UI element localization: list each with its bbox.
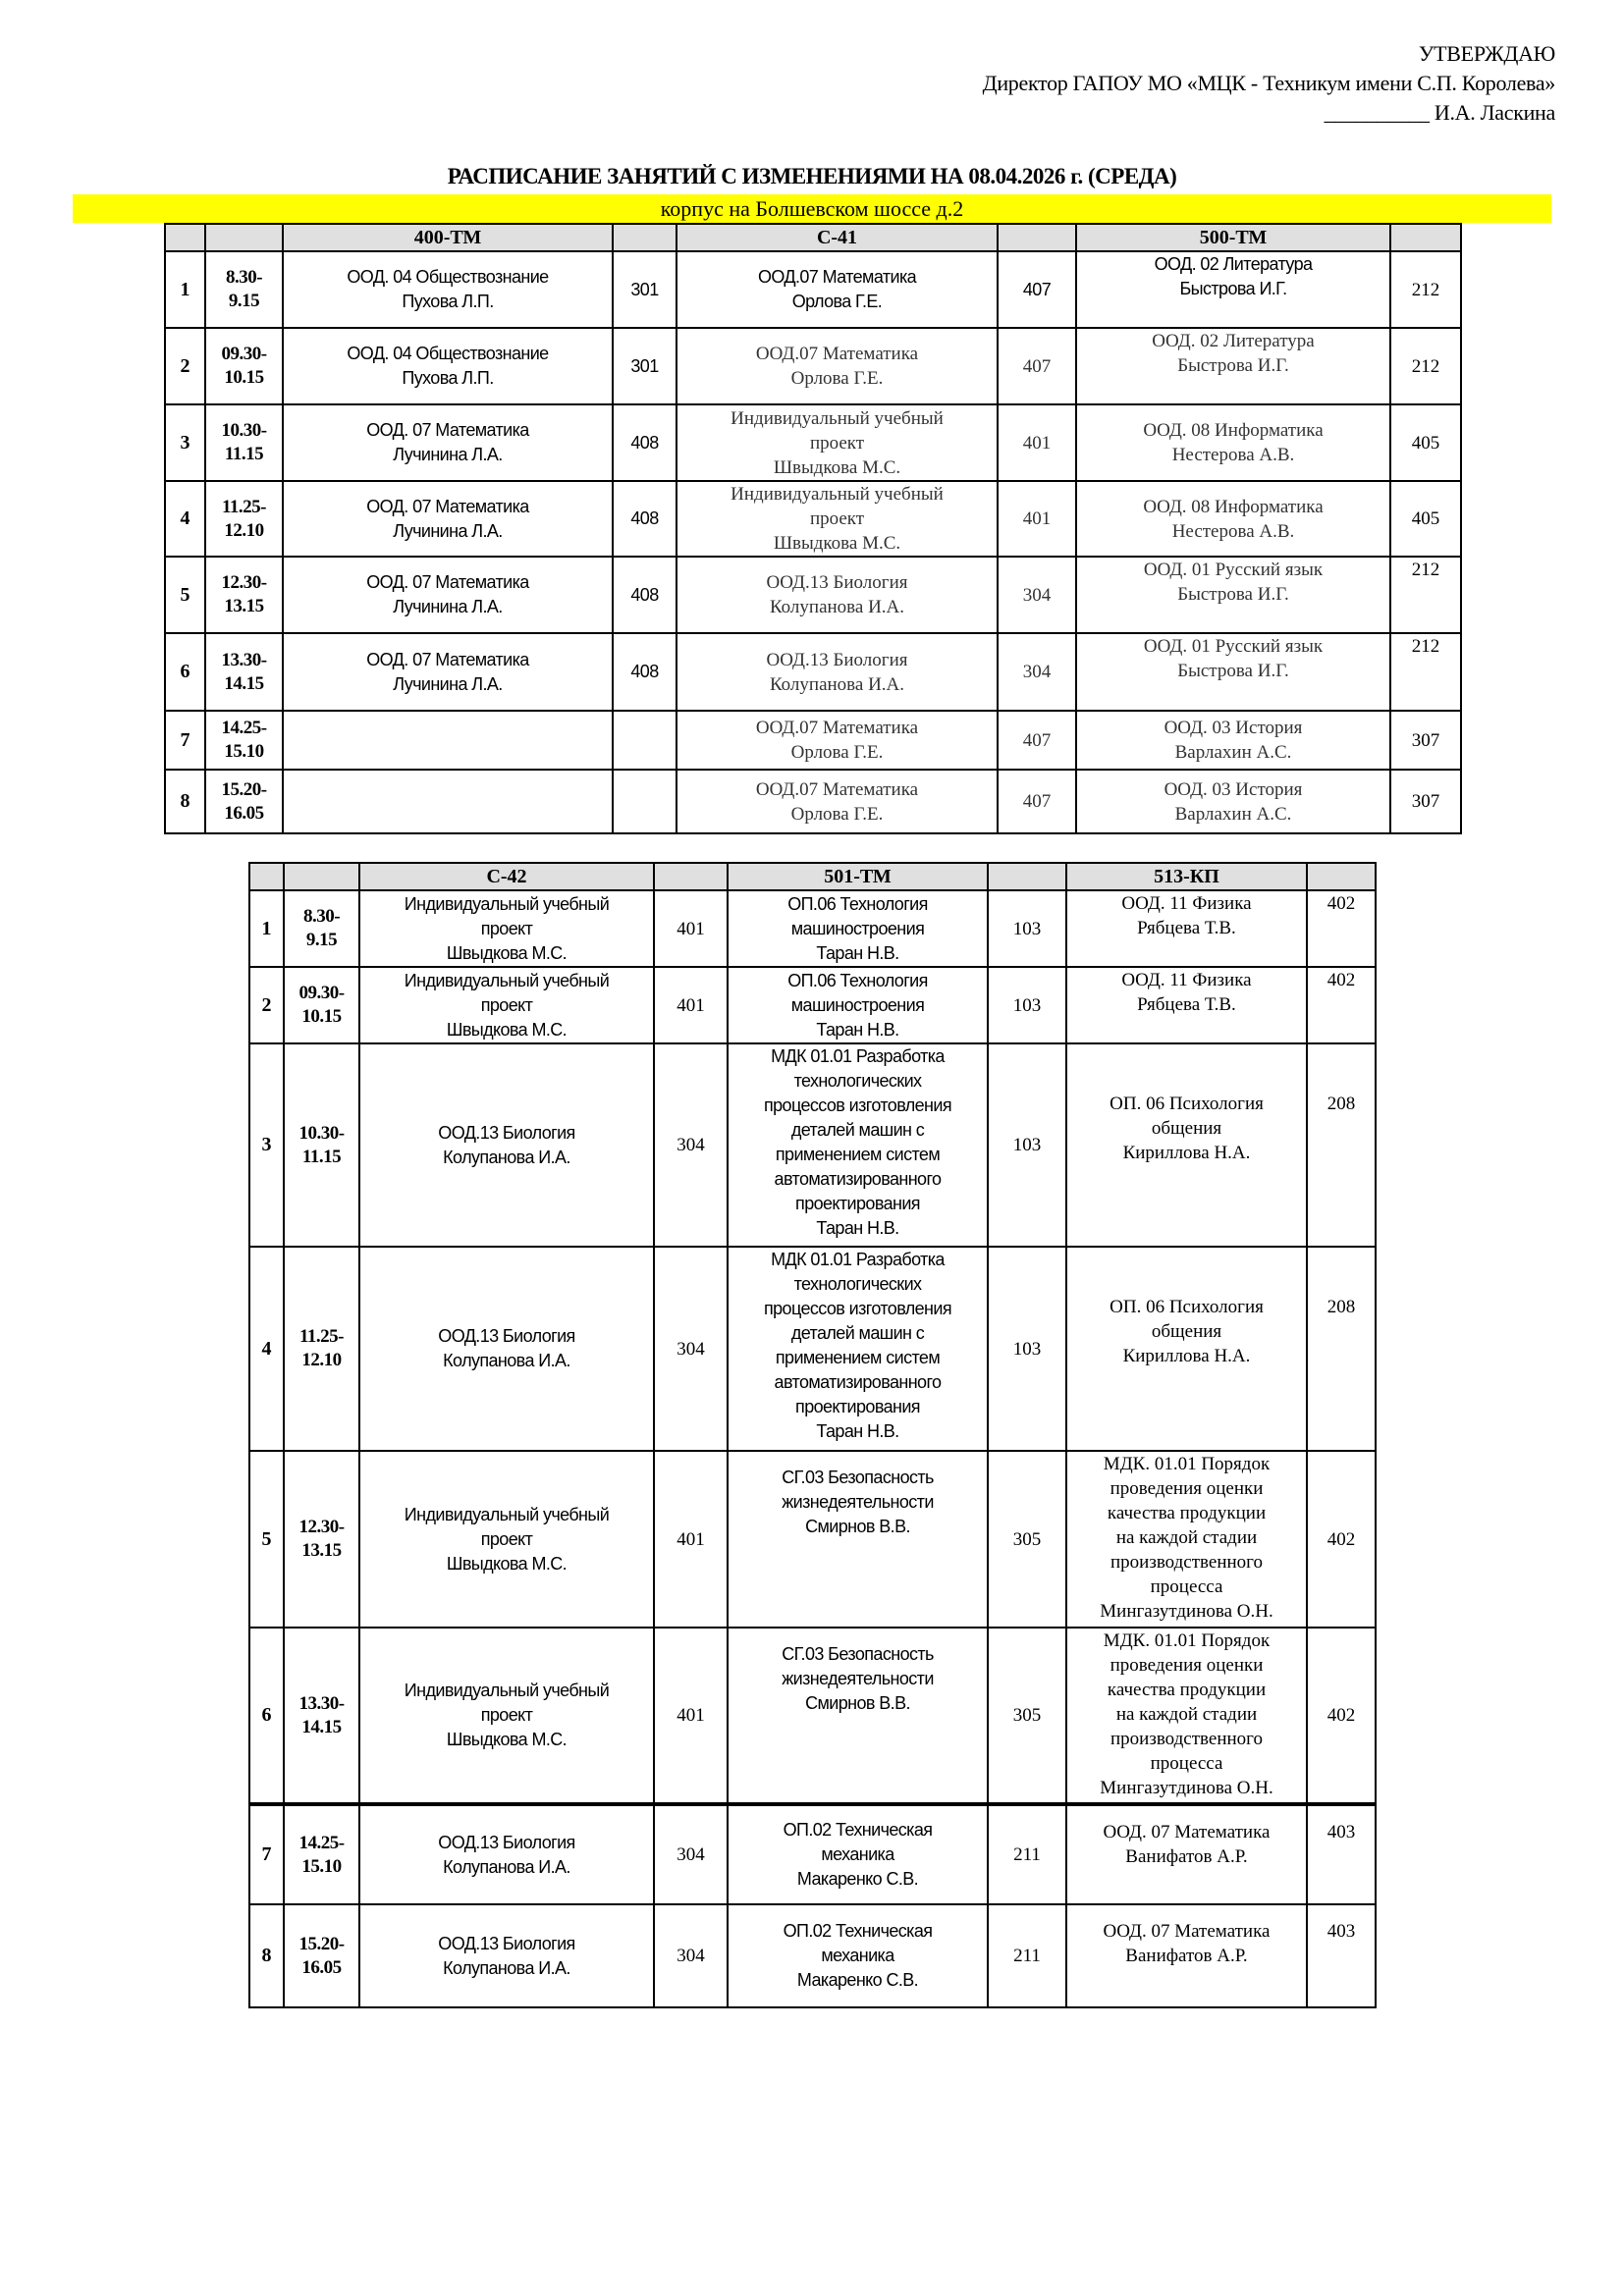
room-cell: 212 bbox=[1390, 328, 1461, 404]
room-cell: 103 bbox=[988, 1043, 1066, 1247]
header-time bbox=[284, 863, 359, 890]
room-cell: 401 bbox=[654, 967, 728, 1043]
header-room bbox=[1390, 224, 1461, 251]
subject-cell: ООД. 11 Физика Рябцева Т.В. bbox=[1066, 890, 1307, 967]
schedule-table-2 bbox=[248, 862, 1377, 2008]
header-group: С-42 bbox=[359, 863, 654, 890]
room-cell: 304 bbox=[654, 1247, 728, 1451]
lesson-number: 4 bbox=[165, 481, 205, 557]
room-cell bbox=[613, 770, 677, 833]
lesson-number: 5 bbox=[249, 1451, 284, 1628]
header-group: 501-ТМ bbox=[728, 863, 988, 890]
lesson-number: 6 bbox=[165, 633, 205, 711]
room-cell: 408 bbox=[613, 481, 677, 557]
subject-cell: СГ.03 Безопасность жизнедеятельности Смирнов В.В. bbox=[728, 1628, 988, 1804]
subject-cell: ОП.02 Техническая механика Макаренко С.В. bbox=[728, 1904, 988, 2007]
header-room bbox=[988, 863, 1066, 890]
subject-cell: Индивидуальный учебный проект Швыдкова М.С. bbox=[359, 967, 654, 1043]
subject-cell: ООД.07 Математика Орлова Г.Е. bbox=[677, 328, 998, 404]
room-cell: 401 bbox=[654, 890, 728, 967]
subject-cell bbox=[283, 770, 613, 833]
room-cell: 304 bbox=[654, 1043, 728, 1247]
room-cell: 305 bbox=[988, 1628, 1066, 1804]
subject-cell: МДК. 01.01 Порядок проведения оценки качества продукции на каждой стадии производственного процесса Мингазутдинова О.Н. bbox=[1066, 1451, 1307, 1628]
subject-cell: ООД. 08 Информатика Нестерова А.В. bbox=[1076, 481, 1390, 557]
subject-cell: ООД. 07 Математика Ванифатов А.Р. bbox=[1066, 1804, 1307, 1904]
room-cell: 211 bbox=[988, 1904, 1066, 2007]
lesson-number: 6 bbox=[249, 1628, 284, 1804]
lesson-time: 8.30- 9.15 bbox=[284, 890, 359, 967]
room-cell: 212 bbox=[1390, 633, 1461, 711]
subject-cell: ООД.13 Биология Колупанова И.А. bbox=[359, 1043, 654, 1247]
subject-cell: ООД.13 Биология Колупанова И.А. bbox=[677, 557, 998, 633]
room-cell: 211 bbox=[988, 1804, 1066, 1904]
room-cell: 407 bbox=[998, 711, 1076, 770]
room-cell: 403 bbox=[1307, 1904, 1376, 2007]
lesson-time: 14.25- 15.10 bbox=[205, 711, 283, 770]
lesson-time: 15.20- 16.05 bbox=[284, 1904, 359, 2007]
table-row bbox=[165, 481, 1461, 557]
table-row bbox=[165, 633, 1461, 711]
room-cell: 407 bbox=[998, 251, 1076, 328]
lesson-number: 4 bbox=[249, 1247, 284, 1451]
room-cell: 304 bbox=[654, 1804, 728, 1904]
schedule-table-1 bbox=[164, 223, 1462, 834]
room-cell: 402 bbox=[1307, 1451, 1376, 1628]
table-row bbox=[249, 1247, 1376, 1451]
lesson-number: 8 bbox=[249, 1904, 284, 2007]
room-cell: 304 bbox=[654, 1904, 728, 2007]
room-cell: 301 bbox=[613, 328, 677, 404]
header-num bbox=[249, 863, 284, 890]
table-row bbox=[165, 328, 1461, 404]
subject-cell: Индивидуальный учебный проект Швыдкова М.С. bbox=[677, 404, 998, 481]
subject-cell: ООД. 07 Математика Лучинина Л.А. bbox=[283, 404, 613, 481]
lesson-time: 13.30- 14.15 bbox=[205, 633, 283, 711]
table-row bbox=[165, 770, 1461, 833]
subject-cell: ООД. 01 Русский язык Быстрова И.Г. bbox=[1076, 633, 1390, 711]
header-num bbox=[165, 224, 205, 251]
header-group: 500-ТМ bbox=[1076, 224, 1390, 251]
room-cell: 301 bbox=[613, 251, 677, 328]
lesson-number: 3 bbox=[165, 404, 205, 481]
lesson-time: 8.30- 9.15 bbox=[205, 251, 283, 328]
lesson-time: 13.30- 14.15 bbox=[284, 1628, 359, 1804]
subject-cell: ООД.13 Биология Колупанова И.А. bbox=[359, 1804, 654, 1904]
subject-cell: ООД. 03 История Варлахин А.С. bbox=[1076, 711, 1390, 770]
lesson-number: 8 bbox=[165, 770, 205, 833]
room-cell: 212 bbox=[1390, 251, 1461, 328]
document-title: РАСПИСАНИЕ ЗАНЯТИЙ С ИЗМЕНЕНИЯМИ НА 08.04.2026 г. (СРЕДА) bbox=[447, 164, 1177, 188]
subject-cell: ООД.07 Математика Орлова Г.Е. bbox=[677, 251, 998, 328]
subject-cell: ООД. 03 История Варлахин А.С. bbox=[1076, 770, 1390, 833]
table-header-row bbox=[249, 863, 1376, 890]
subject-cell: МДК 01.01 Разработка технологических процессов изготовления деталей машин с применением систем автоматизированного проектирования Таран Н.В. bbox=[728, 1043, 988, 1247]
subject-cell: ООД. 07 Математика Ванифатов А.Р. bbox=[1066, 1904, 1307, 2007]
room-cell: 103 bbox=[988, 1247, 1066, 1451]
lesson-time: 09.30- 10.15 bbox=[205, 328, 283, 404]
subject-cell: Индивидуальный учебный проект Швыдкова М.С. bbox=[677, 481, 998, 557]
subject-cell: ООД. 11 Физика Рябцева Т.В. bbox=[1066, 967, 1307, 1043]
subject-cell: ООД.13 Биология Колупанова И.А. bbox=[677, 633, 998, 711]
room-cell bbox=[613, 711, 677, 770]
lesson-number: 7 bbox=[165, 711, 205, 770]
room-cell: 408 bbox=[613, 633, 677, 711]
subject-cell: СГ.03 Безопасность жизнедеятельности Смирнов В.В. bbox=[728, 1451, 988, 1628]
table-row bbox=[249, 1043, 1376, 1247]
subject-cell: ООД. 07 Математика Лучинина Л.А. bbox=[283, 481, 613, 557]
lesson-time: 11.25- 12.10 bbox=[205, 481, 283, 557]
header-time bbox=[205, 224, 283, 251]
room-cell: 103 bbox=[988, 967, 1066, 1043]
subject-cell bbox=[283, 711, 613, 770]
room-cell: 405 bbox=[1390, 404, 1461, 481]
lesson-number: 1 bbox=[165, 251, 205, 328]
table-row bbox=[249, 1904, 1376, 2007]
subject-cell: ООД. 04 Обществознание Пухова Л.П. bbox=[283, 251, 613, 328]
subject-cell: Индивидуальный учебный проект Швыдкова М.С. bbox=[359, 890, 654, 967]
lesson-number: 3 bbox=[249, 1043, 284, 1247]
room-cell: 401 bbox=[998, 481, 1076, 557]
subject-cell: ОП.06 Технология машиностроения Таран Н.В. bbox=[728, 890, 988, 967]
room-cell: 212 bbox=[1390, 557, 1461, 633]
approval-heading: УТВЕРЖДАЮ bbox=[1418, 41, 1555, 66]
subject-cell: ОП.06 Технология машиностроения Таран Н.В. bbox=[728, 967, 988, 1043]
subject-cell: Индивидуальный учебный проект Швыдкова М.С. bbox=[359, 1628, 654, 1804]
room-cell: 305 bbox=[988, 1451, 1066, 1628]
lesson-time: 12.30- 13.15 bbox=[284, 1451, 359, 1628]
subject-cell: МДК 01.01 Разработка технологических процессов изготовления деталей машин с применением систем автоматизированного проектирования Таран Н.В. bbox=[728, 1247, 988, 1451]
lesson-number: 7 bbox=[249, 1804, 284, 1904]
room-cell: 304 bbox=[998, 557, 1076, 633]
lesson-time: 09.30- 10.15 bbox=[284, 967, 359, 1043]
lesson-number: 2 bbox=[249, 967, 284, 1043]
subject-cell: ООД. 08 Информатика Нестерова А.В. bbox=[1076, 404, 1390, 481]
room-cell: 407 bbox=[998, 770, 1076, 833]
table-row bbox=[165, 251, 1461, 328]
lesson-number: 2 bbox=[165, 328, 205, 404]
lesson-number: 5 bbox=[165, 557, 205, 633]
subject-cell: ООД.07 Математика Орлова Г.Е. bbox=[677, 711, 998, 770]
header-group: 400-ТМ bbox=[283, 224, 613, 251]
subject-cell: ОП. 06 Психология общения Кириллова Н.А. bbox=[1066, 1247, 1307, 1451]
room-cell: 407 bbox=[998, 328, 1076, 404]
header-group: 513-КП bbox=[1066, 863, 1307, 890]
room-cell: 408 bbox=[613, 557, 677, 633]
subject-cell: ООД.13 Биология Колупанова И.А. bbox=[359, 1247, 654, 1451]
room-cell: 405 bbox=[1390, 481, 1461, 557]
subject-cell: МДК. 01.01 Порядок проведения оценки качества продукции на каждой стадии производственного процесса Мингазутдинова О.Н. bbox=[1066, 1628, 1307, 1804]
lesson-time: 11.25- 12.10 bbox=[284, 1247, 359, 1451]
subject-cell: ОП. 06 Психология общения Кириллова Н.А. bbox=[1066, 1043, 1307, 1247]
subject-cell: ООД.07 Математика Орлова Г.Е. bbox=[677, 770, 998, 833]
table-row bbox=[165, 557, 1461, 633]
room-cell: 208 bbox=[1307, 1247, 1376, 1451]
room-cell: 402 bbox=[1307, 967, 1376, 1043]
room-cell: 402 bbox=[1307, 890, 1376, 967]
room-cell: 403 bbox=[1307, 1804, 1376, 1904]
lesson-time: 14.25- 15.10 bbox=[284, 1804, 359, 1904]
building-banner: корпус на Болшевском шоссе д.2 bbox=[73, 194, 1551, 223]
table-row bbox=[249, 1804, 1376, 1904]
header-room bbox=[654, 863, 728, 890]
subject-cell: Индивидуальный учебный проект Швыдкова М.С. bbox=[359, 1451, 654, 1628]
table-row bbox=[249, 1628, 1376, 1804]
room-cell: 408 bbox=[613, 404, 677, 481]
table-row bbox=[165, 711, 1461, 770]
subject-cell: ООД. 02 Литература Быстрова И.Г. bbox=[1076, 251, 1390, 328]
approval-block bbox=[983, 39, 1555, 128]
subject-cell: ООД. 07 Математика Лучинина Л.А. bbox=[283, 633, 613, 711]
table-row bbox=[249, 1451, 1376, 1628]
header-room bbox=[998, 224, 1076, 251]
room-cell: 307 bbox=[1390, 770, 1461, 833]
lesson-number: 1 bbox=[249, 890, 284, 967]
subject-cell: ООД.13 Биология Колупанова И.А. bbox=[359, 1904, 654, 2007]
lesson-time: 10.30- 11.15 bbox=[284, 1043, 359, 1247]
room-cell: 402 bbox=[1307, 1628, 1376, 1804]
table-row bbox=[249, 890, 1376, 967]
room-cell: 401 bbox=[998, 404, 1076, 481]
header-group: С-41 bbox=[677, 224, 998, 251]
subject-cell: ООД. 04 Обществознание Пухова Л.П. bbox=[283, 328, 613, 404]
room-cell: 208 bbox=[1307, 1043, 1376, 1247]
table-row bbox=[165, 404, 1461, 481]
subject-cell: ООД. 01 Русский язык Быстрова И.Г. bbox=[1076, 557, 1390, 633]
table-header-row bbox=[165, 224, 1461, 251]
header-room bbox=[1307, 863, 1376, 890]
room-cell: 401 bbox=[654, 1628, 728, 1804]
subject-cell: ООД. 07 Математика Лучинина Л.А. bbox=[283, 557, 613, 633]
lesson-time: 12.30- 13.15 bbox=[205, 557, 283, 633]
room-cell: 401 bbox=[654, 1451, 728, 1628]
lesson-time: 15.20- 16.05 bbox=[205, 770, 283, 833]
room-cell: 307 bbox=[1390, 711, 1461, 770]
header-room bbox=[613, 224, 677, 251]
approval-signature: __________ И.А. Ласкина bbox=[1324, 100, 1555, 125]
approval-position: Директор ГАПОУ МО «МЦК - Техникум имени С.П. Королева» bbox=[982, 71, 1555, 95]
room-cell: 103 bbox=[988, 890, 1066, 967]
lesson-time: 10.30- 11.15 bbox=[205, 404, 283, 481]
table-row bbox=[249, 967, 1376, 1043]
room-cell: 304 bbox=[998, 633, 1076, 711]
subject-cell: ОП.02 Техническая механика Макаренко С.В. bbox=[728, 1804, 988, 1904]
subject-cell: ООД. 02 Литература Быстрова И.Г. bbox=[1076, 328, 1390, 404]
